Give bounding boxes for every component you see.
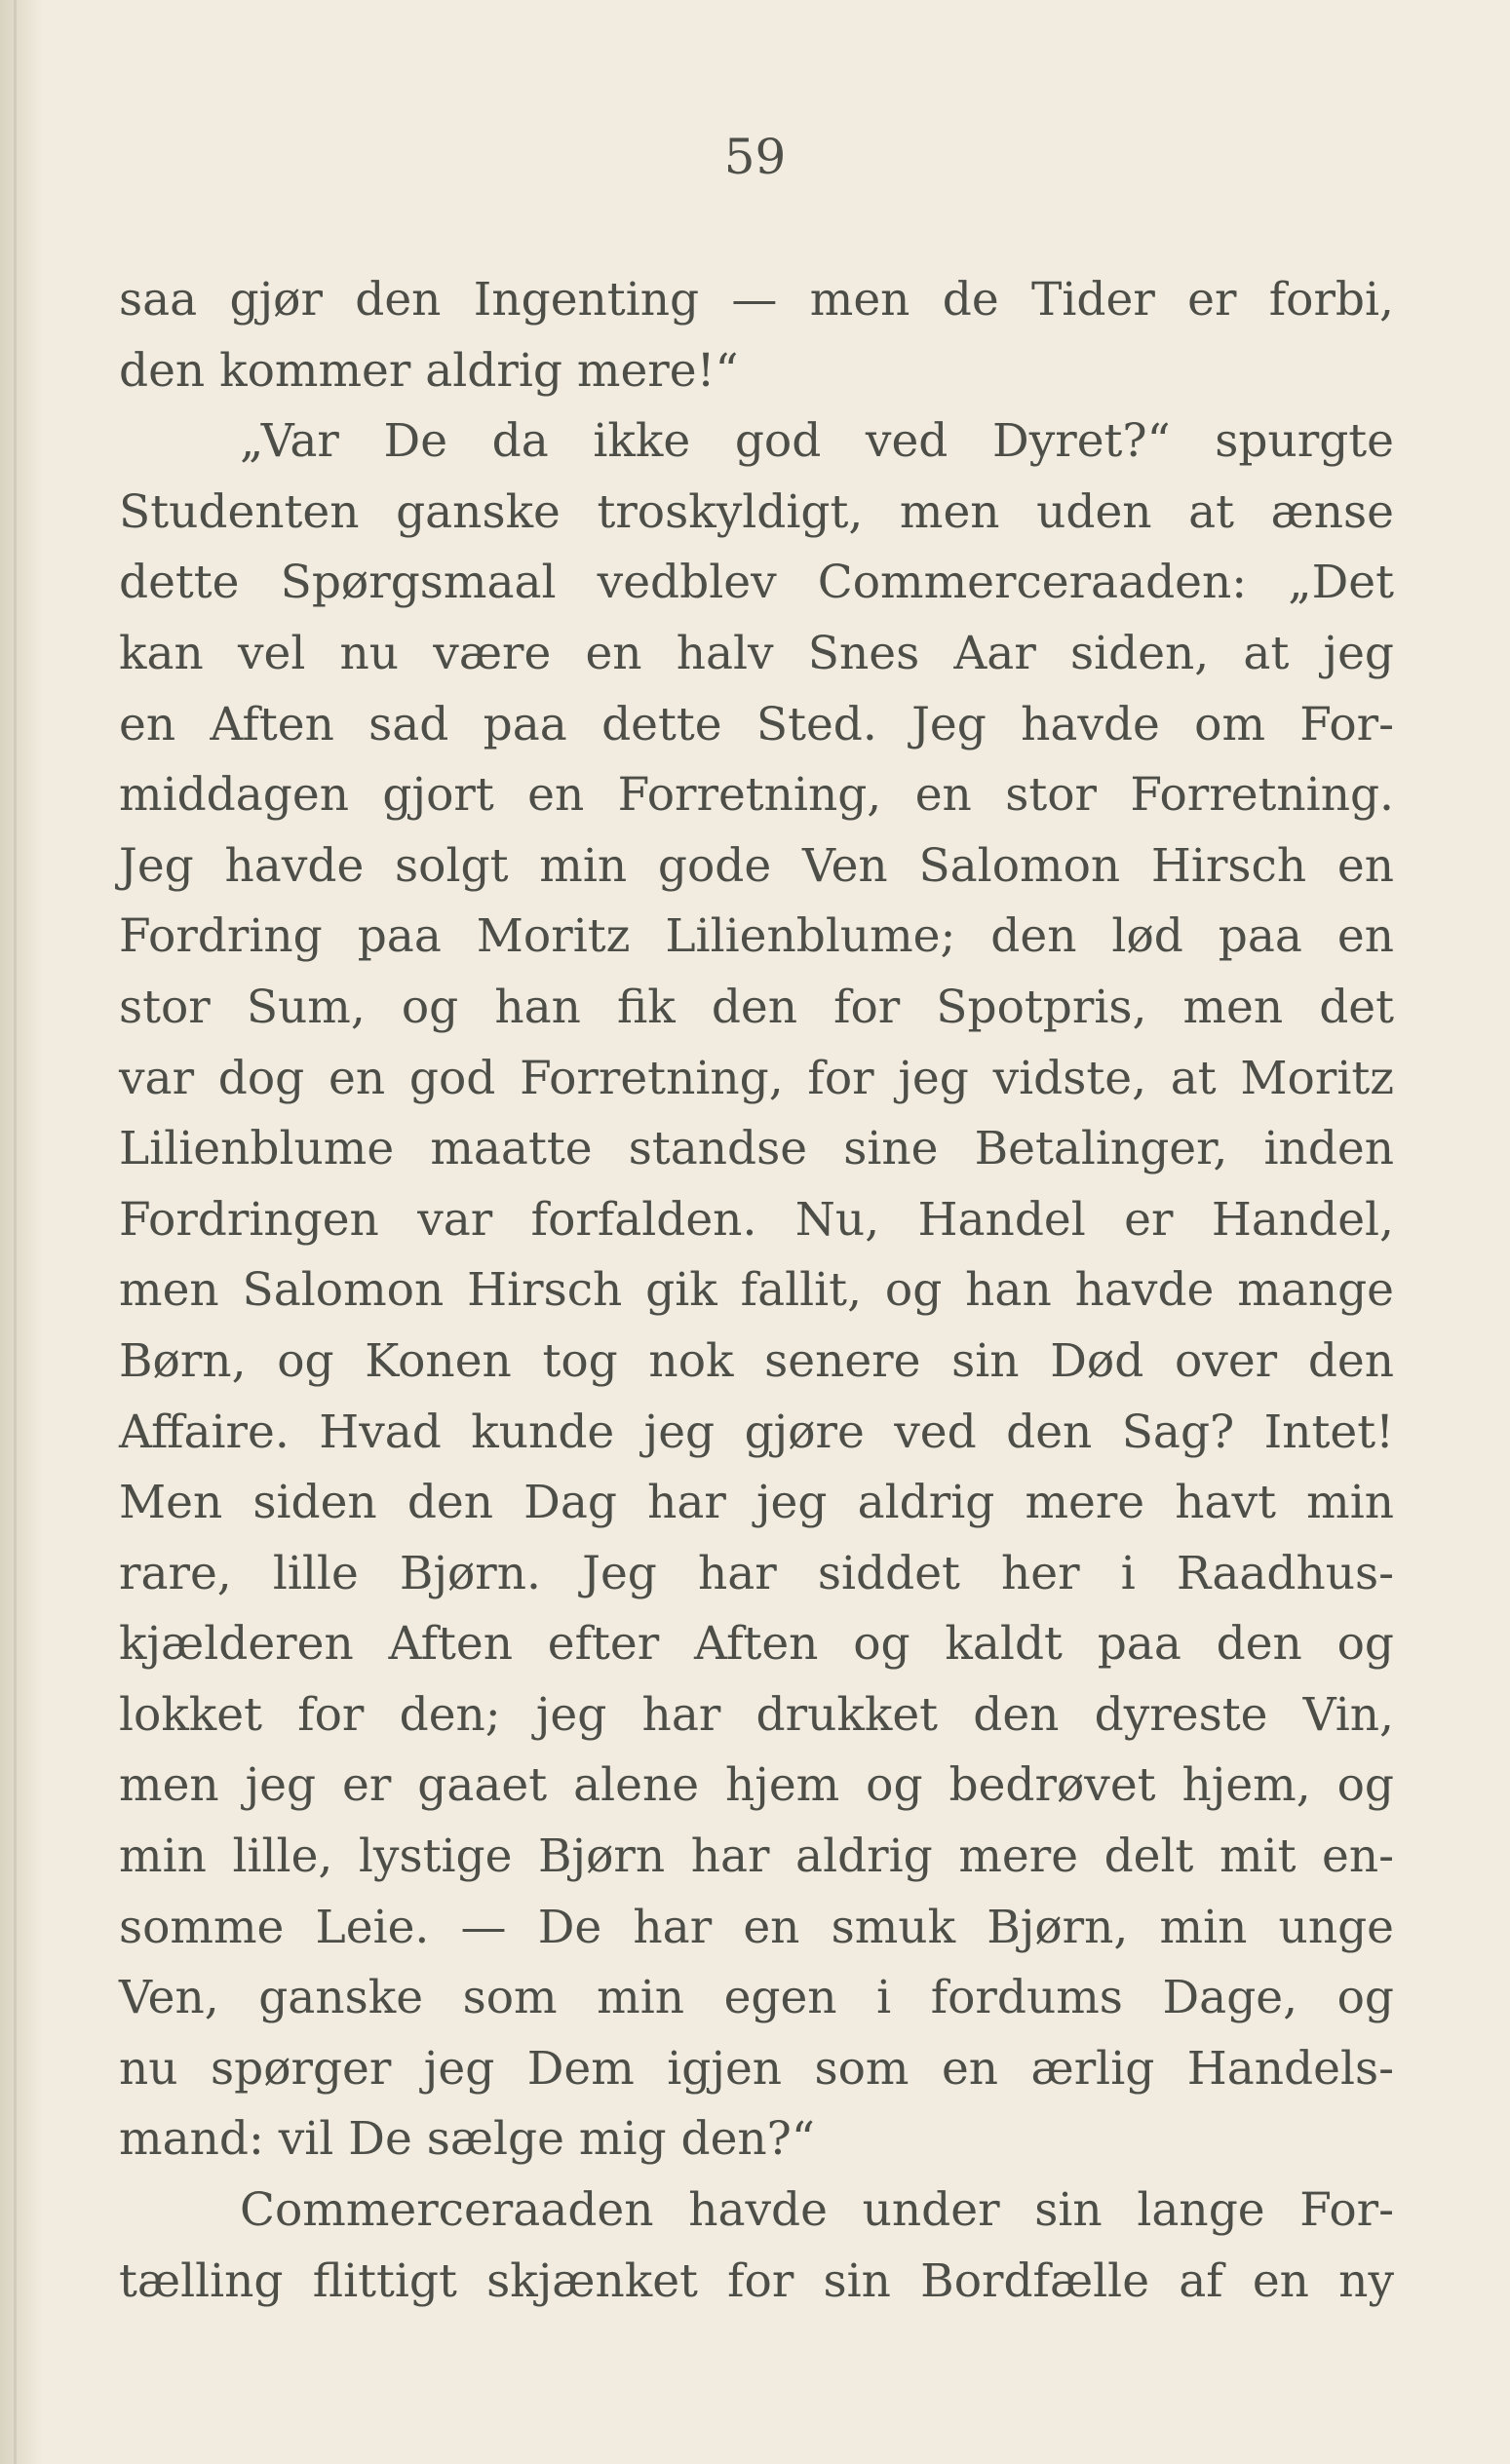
text-line: var dog en god Forretning, for jeg vidste, at Moritz: [119, 1051, 1394, 1105]
body-text: [119, 265, 1394, 2317]
text-line: Fordringen var forfalden. Nu, Handel er Handel,: [119, 1192, 1394, 1247]
text-line: tælling flittigt skjænket for sin Bordfælle af en ny: [119, 2253, 1394, 2308]
text-line: Men siden den Dag har jeg aldrig mere havt min: [119, 1476, 1394, 1530]
text-line: min lille, lystige Bjørn har aldrig mere delt mit en-: [119, 1829, 1394, 1884]
text-line: kan vel nu være en halv Snes Aar siden, at jeg: [119, 626, 1394, 680]
text-line: men Salomon Hirsch gik fallit, og han havde mange: [119, 1263, 1394, 1318]
text-line: Studenten ganske troskyldigt, men uden at ænse: [119, 484, 1394, 539]
text-line: den kommer aldrig mere!“: [119, 343, 739, 398]
text-line: Ven, ganske som min egen i fordums Dage, og: [119, 1971, 1394, 2025]
text-line: rare, lille Bjørn. Jeg har siddet her i Raadhus-: [119, 1546, 1394, 1600]
text-line: kjælderen Aften efter Aften og kaldt paa den og: [119, 1617, 1394, 1672]
text-line: Børn, og Konen tog nok senere sin Død over den: [119, 1333, 1394, 1388]
text-line: Lilienblume maatte standse sine Betalinger, inden: [119, 1122, 1394, 1176]
text-line: Fordring paa Moritz Lilienblume; den lød paa en: [119, 909, 1394, 964]
text-line: middagen gjort en Forretning, en stor Forretning.: [119, 768, 1394, 823]
text-line: Affaire. Hvad kunde jeg gjøre ved den Sag? Intet!: [119, 1405, 1394, 1459]
text-line: men jeg er gaaet alene hjem og bedrøvet hjem, og: [119, 1758, 1394, 1813]
text-line: Commerceraaden havde under sin lange For-: [240, 2183, 1394, 2238]
text-line: lokket for den; jeg har drukket den dyreste Vin,: [119, 1687, 1394, 1742]
text-line: mand: vil De sælge mig den?“: [119, 2112, 815, 2167]
text-line: saa gjør den Ingenting — men de Tider er forbi,: [119, 273, 1394, 327]
text-line: dette Spørgsmaal vedblev Commerceraaden: „Det: [119, 556, 1394, 610]
text-line: „Var De da ikke god ved Dyret?“ spurgte: [240, 414, 1394, 469]
page-number: 59: [723, 129, 787, 185]
binding-gutter-shadow: [0, 0, 43, 2464]
binding-edge-line: [14, 0, 17, 2464]
text-line: Jeg havde solgt min gode Ven Salomon Hirsch en: [119, 838, 1394, 893]
text-line: somme Leie. — De har en smuk Bjørn, min unge: [119, 1900, 1394, 1954]
text-line: stor Sum, og han fik den for Spotpris, men det: [119, 980, 1394, 1034]
text-line: nu spørger jeg Dem igjen som en ærlig Handels-: [119, 2041, 1394, 2096]
text-line: en Aften sad paa dette Sted. Jeg havde om For-: [119, 697, 1394, 751]
